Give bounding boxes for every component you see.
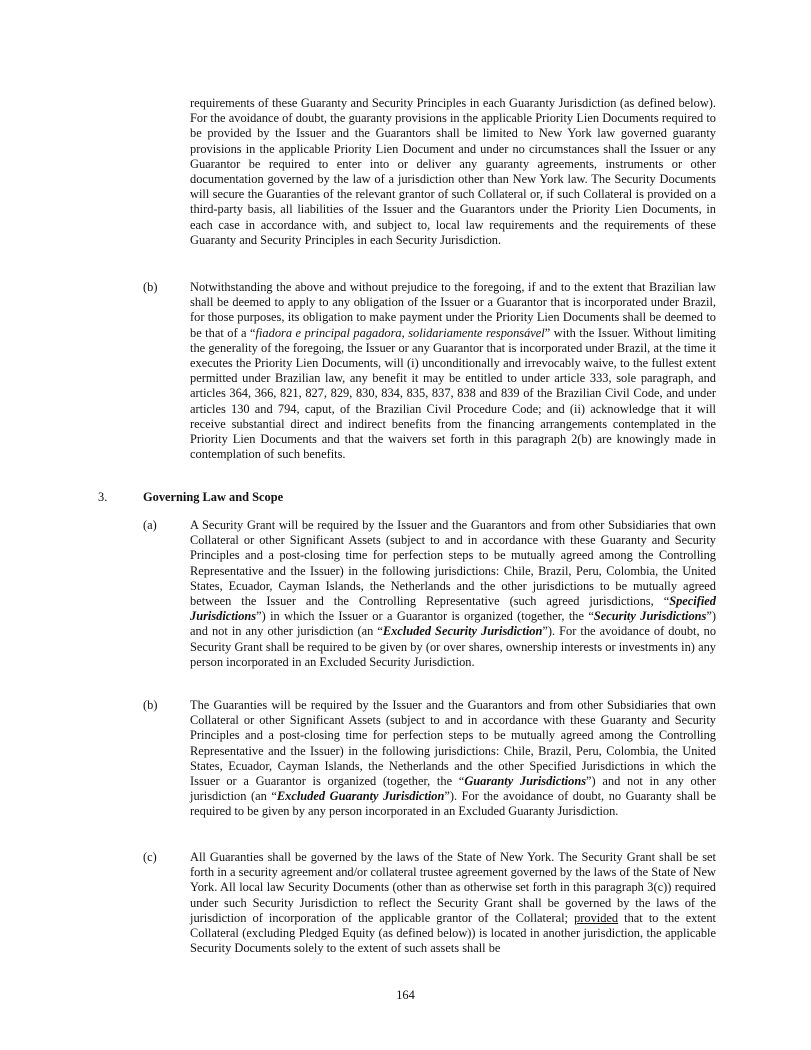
paragraph-continuation <box>190 96 716 248</box>
paragraph-text: ” with the Issuer. Without limiting the generality of the foregoing, the Issuer or any Guarantor that is incorporated under Brazil, at the time it executes the Priority Lien Documents, will (i) unconditionally and irrevocably waive, to the fullest extent permitted under Brazilian law, any benefit it may be entitled to under article 333, sole paragraph, and articles 364, 366, 821, 827, 829, 830, 834, 835, 837, 838 and 839 of the Brazilian Civil Code, and under articles 130 and 794, caput, of the Brazilian Civil Procedure Code; and (ii) acknowledge that it will receive substantial direct and indirect benefits from the financing arrangements contemplated in the Priority Lien Documents and that the waivers set forth in this paragraph 2(b) are knowingly made in contemplation of such benefits. <box>190 325 716 462</box>
list-marker-3a: (a) <box>143 518 157 532</box>
paragraph-text: ”) and not in any other jurisdiction (an “ <box>190 774 716 804</box>
section-number: 3. <box>98 490 108 504</box>
defined-term: Security Jurisdictions <box>593 609 707 624</box>
paragraph-3a <box>190 518 716 670</box>
defined-term: Excluded Security Jurisdiction <box>382 624 543 639</box>
defined-term: Guaranty Jurisdictions <box>464 774 587 789</box>
paragraph-text: The Guaranties will be required by the Issuer and the Guarantors and from other Subsidiaries that own Collateral or other Significant Assets (subject to and in accordance with these Guaranty and Security Principles and a post-closing time for perfection steps to be mutually agreed among the Controlling Representative and the Issuer) in the following jurisdictions: Chile, Brazil, Peru, Colombia, the United States, Ecuador, Cayman Islands, the Netherlands and the other Specified Jurisdictions in which the Issuer or a Guarantor is organized (together, the “ <box>190 698 716 789</box>
list-marker-3b: (b) <box>143 698 158 712</box>
portuguese-term: fiadora e principal pagadora, solidariamente responsável <box>255 325 545 340</box>
paragraph-text: that to the extent Collateral (excluding Pledged Equity (as defined below)) is located in another jurisdiction, the applicable Security Documents solely to the extent of such assets shall be <box>190 910 716 956</box>
paragraph-3b <box>190 698 716 820</box>
paragraph-text: ”). For the avoidance of doubt, no Guaranty shall be required to be given by any person incorporated in an Excluded Guaranty Jurisdiction. <box>190 789 716 819</box>
paragraph-3c <box>190 850 716 956</box>
paragraph-text: Notwithstanding the above and without prejudice to the foregoing, if and to the extent that Brazilian law shall be deemed to apply to any obligation of the Issuer or a Guarantor that is incorporated under Brazil, for those purposes, its obligation to make payment under the Priority Lien Documents shall be deemed to be that of a “ <box>190 280 716 340</box>
list-marker-3c: (c) <box>143 850 157 864</box>
paragraph-text: ”). For the avoidance of doubt, no Security Grant shall be required to be given by (or over shares, ownership interests or investments in) any person incorporated in an Excluded Security Jurisdiction. <box>190 624 717 669</box>
list-marker-2b: (b) <box>143 280 158 294</box>
paragraph-2b <box>190 280 716 462</box>
paragraph-text: All Guaranties shall be governed by the laws of the State of New York. The Security Grant shall be set forth in a security agreement and/or collateral trustee agreement governed by the laws of the State of New York. All local law Security Documents (other than as otherwise set forth in this paragraph 3(c)) required under such Security Jurisdiction to reflect the Security Grant shall be governed by the laws of the jurisdiction of incorporation of the applicable grantor of the Collateral; <box>190 850 716 925</box>
defined-term: Excluded Guaranty Jurisdiction <box>276 789 445 804</box>
paragraph-text: A Security Grant will be required by the Issuer and the Guarantors and from other Subsidiaries that own Collateral or other Significant Assets (subject to and in accordance with these Guaranty and Security Principles and a post-closing time for perfection steps to be mutually agreed among the Controlling Representative and the Issuer) in the following jurisdictions: Chile, Brazil, Peru, Colombia, the United States, Ecuador, Cayman Islands, the Netherlands and the other jurisdictions to be mutually agreed between the Issuer and the Controlling Representative (such agreed jurisdictions, “ <box>190 518 716 609</box>
defined-term: Specified Jurisdictions <box>190 594 716 624</box>
underlined-term: provided <box>574 910 619 925</box>
paragraph-text: ”) in which the Issuer or a Guarantor is organized (together, the “ <box>256 609 594 624</box>
page-number: 164 <box>396 988 415 1002</box>
paragraph-text: requirements of these Guaranty and Security Principles in each Guaranty Jurisdiction (as defined below). For the avoidance of doubt, the guaranty provisions in the applicable Priority Lien Documents required to be provided by the Issuer and the Guarantors shall be limited to New York law governed guaranty provisions in the applicable Priority Lien Document and under no circumstances shall the Issuer or any Guarantor be required to enter into or deliver any guaranty agreements, instruments or other documentation governed by the law of a jurisdiction other than New York law. The Security Documents will secure the Guaranties of the relevant grantor of such Collateral or, if such Collateral is provided on a third-party basis, all liabilities of the Issuer and the Guarantors under the Priority Lien Documents, in each case in accordance with, and subject to, local law requirements and the requirements of these Guaranty and Security Principles in each Security Jurisdiction. <box>190 96 716 247</box>
section-heading: Governing Law and Scope <box>143 490 284 504</box>
paragraph-text: ”) and not in any other jurisdiction (an “ <box>190 609 716 639</box>
